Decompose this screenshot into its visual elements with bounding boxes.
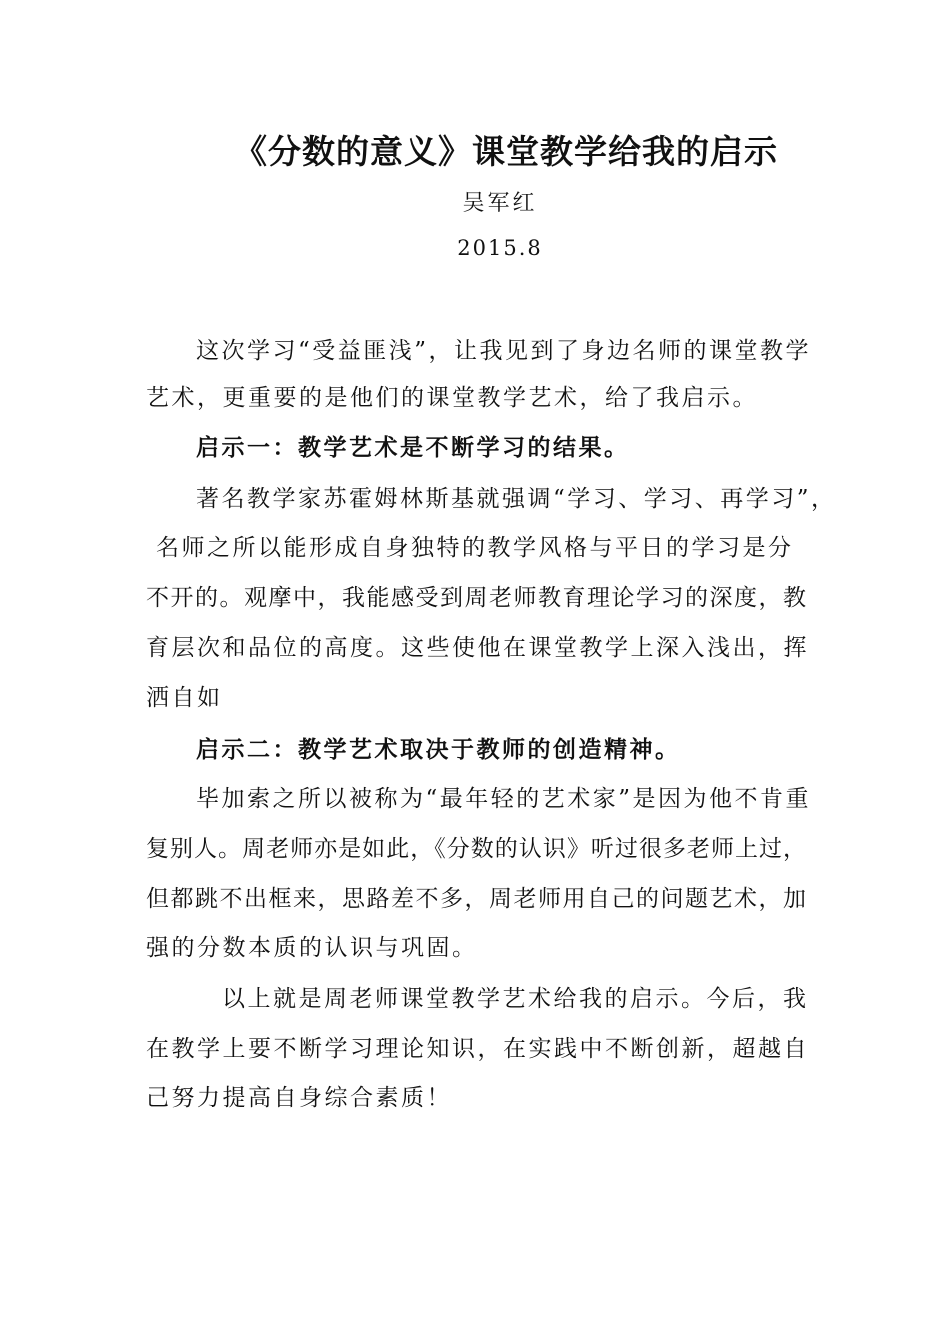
section-heading: 启示一：教学艺术是不断学习的结果。 <box>196 434 630 461</box>
document-date: 2015.8 <box>457 236 543 260</box>
paragraph-line: 名师之所以能形成自身独特的教学风格与平日的学习是分 <box>156 535 794 561</box>
paragraph-line: 毕加索之所以被称为“最年轻的艺术家”是因为他不肯重 <box>196 786 812 812</box>
paragraph-line: 这次学习“受益匪浅”，让我见到了身边名师的课堂教学 <box>196 338 812 364</box>
paragraph-line: 复别人。周老师亦是如此，《分数的认识》听过很多老师上过， <box>146 836 806 862</box>
paragraph-line: 但都跳不出框来，思路差不多，周老师用自己的问题艺术，加 <box>146 886 806 912</box>
paragraph-line: 强的分数本质的认识与巩固。 <box>146 935 478 961</box>
paragraph-line: 不开的。观摩中，我能感受到周老师教育理论学习的深度，教 <box>146 585 806 611</box>
section-heading: 启示二：教学艺术取决于教师的创造精神。 <box>196 736 681 763</box>
paragraph-line: 著名教学家苏霍姆林斯基就强调“学习、学习、再学习”， <box>196 486 837 512</box>
paragraph-line: 己努力提高自身综合素质！ <box>146 1085 452 1111</box>
author-name: 吴军红 <box>462 191 538 216</box>
paragraph-line: 育层次和品位的高度。这些使他在课堂教学上深入浅出，挥 <box>146 635 809 661</box>
paragraph-line: 以上就是周老师课堂教学艺术给我的启示。今后，我 <box>222 986 809 1012</box>
paragraph-line: 艺术，更重要的是他们的课堂教学艺术，给了我启示。 <box>146 385 758 411</box>
document-title: 《分数的意义》课堂教学给我的启示 <box>234 132 778 171</box>
paragraph-line: 洒自如 <box>146 685 223 711</box>
paragraph-line: 在教学上要不断学习理论知识，在实践中不断创新，超越自 <box>146 1036 809 1062</box>
